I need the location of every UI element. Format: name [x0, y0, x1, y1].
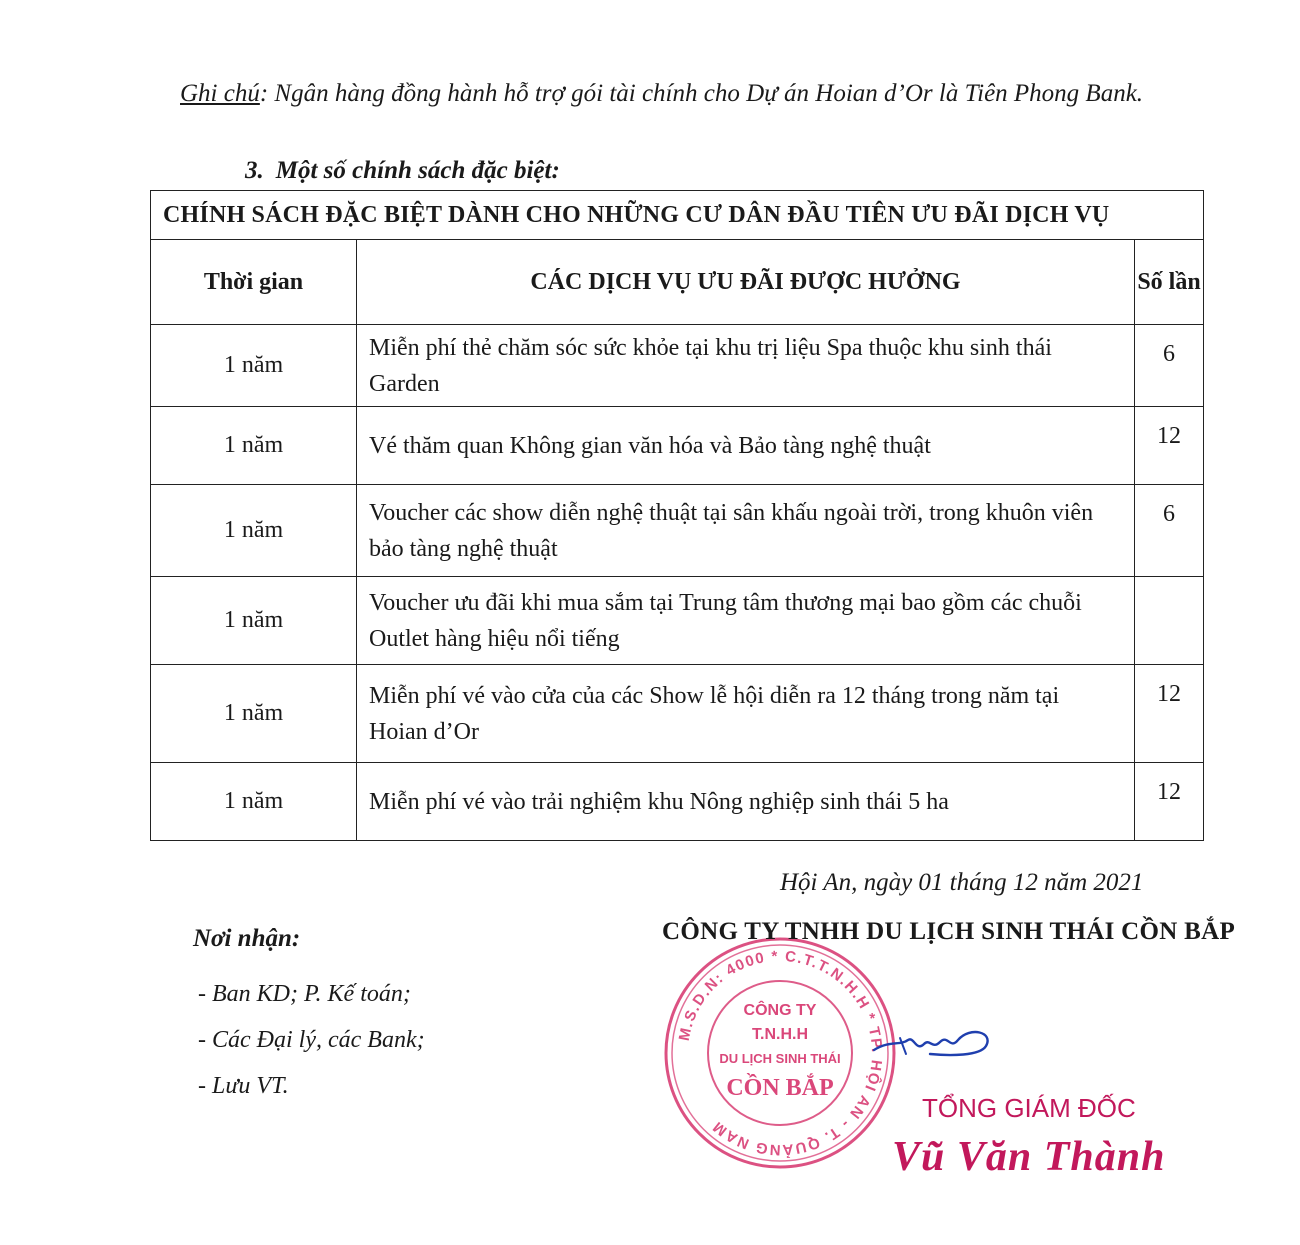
row-time: 1 năm [151, 763, 357, 841]
table-row [151, 763, 1204, 841]
table-row [151, 407, 1204, 485]
row-time: 1 năm [151, 407, 357, 485]
row-service: Miễn phí thẻ chăm sóc sức khỏe tại khu trị liệu Spa thuộc khu sinh thái Garden [357, 325, 1135, 407]
row-count: 6 [1135, 325, 1204, 407]
date-line: Hội An, ngày 01 tháng 12 năm 2021 [780, 869, 1144, 896]
recipients-list [198, 976, 425, 1114]
section-number: 3. [245, 157, 264, 184]
header-count: Số lần [1135, 240, 1204, 325]
recipients-title: Nơi nhận: [193, 925, 301, 952]
row-service: Voucher ưu đãi khi mua sắm tại Trung tâm thương mại bao gồm các chuỗi Outlet hàng hiệu nổi tiếng [357, 577, 1135, 665]
director-title: TỔNG GIÁM ĐỐC [922, 1093, 1136, 1123]
row-service: Voucher các show diễn nghệ thuật tại sân khấu ngoài trời, trong khuôn viên bảo tàng nghệ thuật [357, 485, 1135, 577]
company-name: CÔNG TY TNHH DU LỊCH SINH THÁI CỒN BẮP [662, 918, 1236, 945]
seal-line: T.N.H.H [752, 1026, 808, 1043]
note-text: : Ngân hàng đồng hành hỗ trợ gói tài chính cho Dự án Hoian d’Or là Tiên Phong Bank. [259, 80, 1144, 107]
table-banner: CHÍNH SÁCH ĐẶC BIỆT DÀNH CHO NHỮNG CƯ DÂN ĐẦU TIÊN ƯU ĐÃI DỊCH VỤ [151, 191, 1204, 240]
row-service: Miễn phí vé vào trải nghiệm khu Nông nghiệp sinh thái 5 ha [357, 763, 1135, 841]
company-seal [662, 935, 898, 1171]
row-service: Miễn phí vé vào cửa của các Show lễ hội diễn ra 12 tháng trong năm tại Hoian d’Or [357, 665, 1135, 763]
row-time: 1 năm [151, 325, 357, 407]
note-label: Ghi chú [180, 80, 260, 107]
policy-table [150, 190, 1204, 841]
note-paragraph [180, 76, 1190, 112]
table-row [151, 577, 1204, 665]
row-count: 12 [1135, 665, 1204, 763]
recipient-item: - Ban KD; P. Kế toán; [198, 981, 411, 1007]
section-title: Một số chính sách đặc biệt: [275, 157, 560, 184]
row-count: 12 [1135, 407, 1204, 485]
table-banner-row [151, 191, 1204, 240]
signature-mark [870, 1010, 1000, 1070]
row-count: 6 [1135, 485, 1204, 577]
seal-line: CỒN BẮP [726, 1075, 834, 1101]
section-heading [245, 157, 560, 185]
row-time: 1 năm [151, 665, 357, 763]
table-row [151, 325, 1204, 407]
row-time: 1 năm [151, 577, 357, 665]
header-time: Thời gian [151, 240, 357, 325]
row-time: 1 năm [151, 485, 357, 577]
director-name: Vũ Văn Thành [892, 1134, 1166, 1180]
recipient-item: - Các Đại lý, các Bank; [198, 1027, 425, 1053]
seal-line: CÔNG TY [743, 1002, 817, 1019]
seal-ring-text: M.S.D.N: 4000 * C.T.T.N.H.H * TP. HỘI AN - T. QUẢNG NAM [675, 947, 886, 1159]
table-header-row [151, 240, 1204, 325]
row-service: Vé thăm quan Không gian văn hóa và Bảo tàng nghệ thuật [357, 407, 1135, 485]
table-row [151, 665, 1204, 763]
header-services: CÁC DỊCH VỤ ƯU ĐÃI ĐƯỢC HƯỞNG [357, 240, 1135, 325]
row-count: 12 [1135, 763, 1204, 841]
recipient-item: - Lưu VT. [198, 1073, 289, 1099]
row-count [1135, 577, 1204, 665]
seal-line: DU LỊCH SINH THÁI [719, 1051, 841, 1066]
table-row [151, 485, 1204, 577]
